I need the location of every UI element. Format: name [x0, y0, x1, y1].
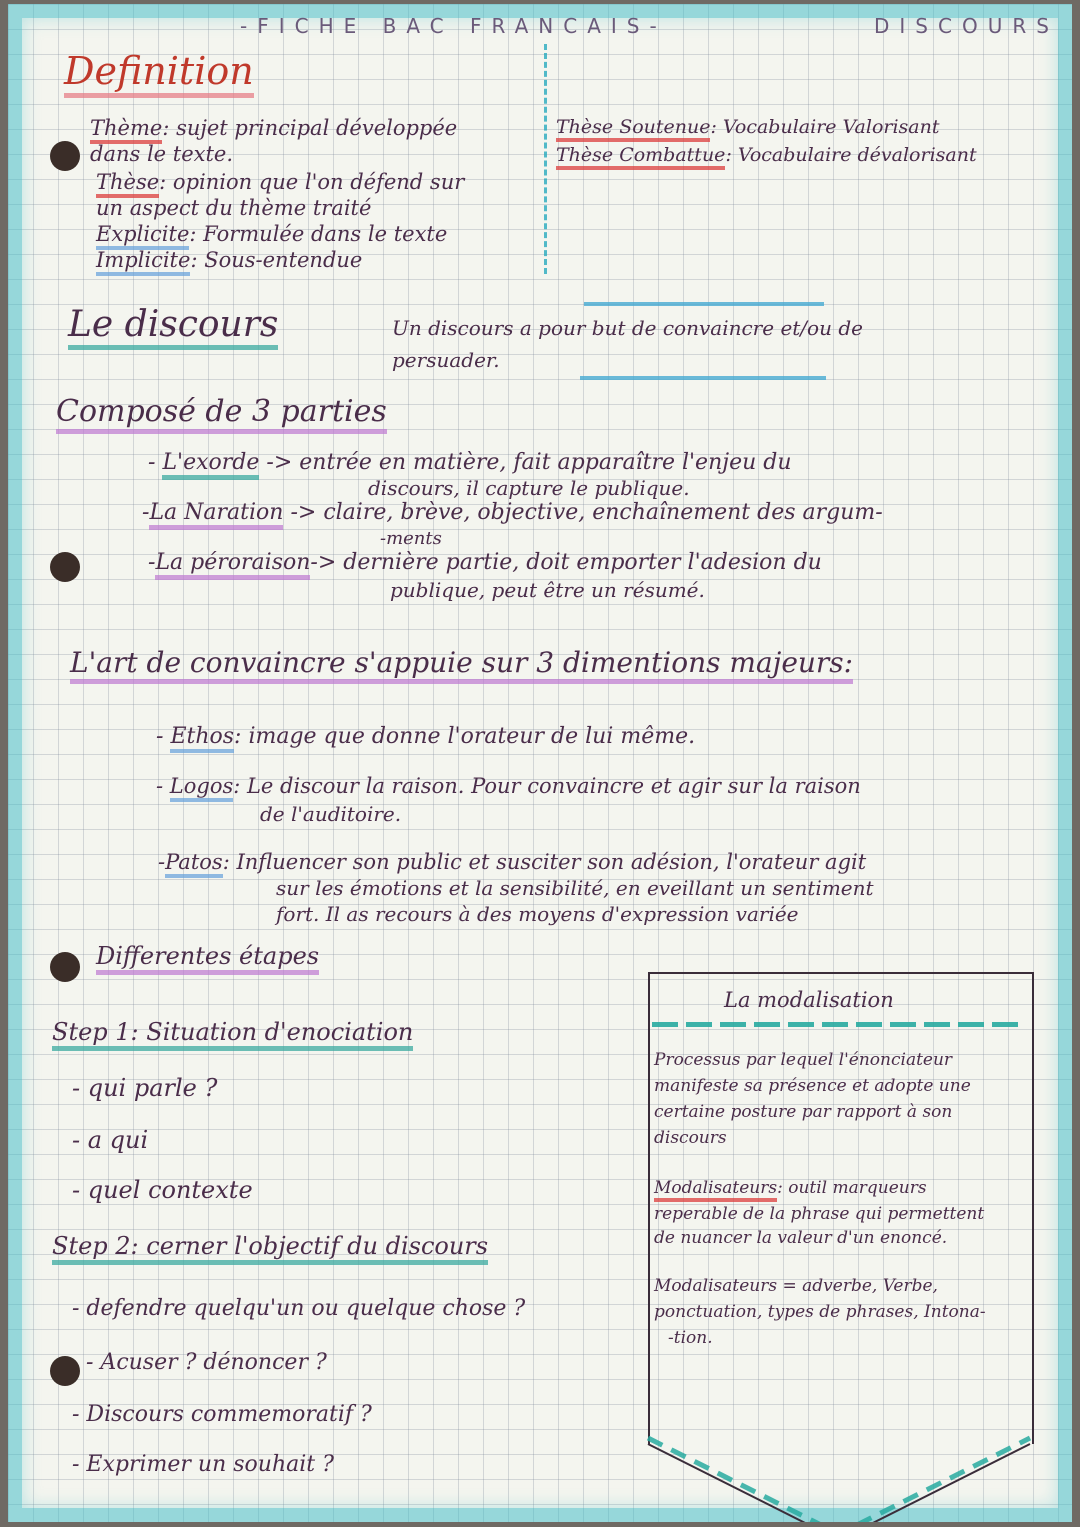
step2-objective-1: - defendre quelqu'un ou quelque chose ? [72, 1296, 526, 1321]
narration-line: -La Naration -> claire, brève, objective, enchaînement des argum- [142, 500, 883, 525]
these-combattue-label: Thèse Combattue [556, 144, 725, 170]
these-soutenue-text: : Vocabulaire Valorisant [710, 116, 940, 138]
notebook-page [8, 4, 1072, 1522]
definition-divider [544, 44, 547, 274]
art-heading: L'art de convaincre s'appuie sur 3 dimentions majeurs: [70, 646, 853, 684]
discours-goal-1: Un discours a pour but de convaincre et/ou de [392, 316, 863, 340]
step2-heading: Step 2: cerner l'objectif du discours [52, 1232, 488, 1265]
modalisation-p1-4: discours [654, 1128, 727, 1148]
narration-text: -> claire, brève, objective, enchaînement des argum- [290, 500, 883, 525]
parties-heading: Composé de 3 parties [56, 394, 387, 434]
step1-question-1: - qui parle ? [72, 1074, 218, 1102]
modalisateurs-label: Modalisateurs [654, 1178, 777, 1202]
these-line [96, 170, 464, 194]
narration-text-2: -ments [380, 528, 442, 549]
modalisation-p1-1: Processus par lequel l'énonciateur [654, 1050, 953, 1070]
step2-objective-4: - Exprimer un souhait ? [72, 1452, 334, 1477]
theme-text: : sujet principal développée [162, 116, 458, 140]
modalisation-p2-3: de nuancer la valeur d'un enoncé. [654, 1228, 948, 1248]
patos-text-3: fort. Il as recours à des moyens d'expression variée [276, 902, 799, 926]
patos-line: -Patos: Influencer son public et susciter son adésion, l'orateur agit [158, 850, 866, 874]
implicite-line [96, 248, 362, 272]
decor-bar [580, 376, 826, 380]
exorde-line: - L'exorde -> entrée en matière, fait apparaître l'enjeu du [148, 450, 792, 475]
these-soutenue-label: Thèse Soutenue [556, 116, 710, 142]
patos-label: Patos [165, 850, 223, 878]
peroraison-label: La péroraison [155, 550, 310, 580]
implicite-label: Implicite [96, 248, 190, 276]
these-text-2: un aspect du thème traité [96, 196, 372, 220]
patos-text: : Influencer son public et susciter son adésion, l'orateur agit [222, 850, 867, 874]
modalisation-p3-1: Modalisateurs = adverbe, Verbe, [654, 1276, 938, 1296]
etapes-heading: Differentes étapes [96, 942, 319, 975]
explicite-line [96, 222, 447, 246]
page-header-topic: DISCOURS [874, 14, 1059, 38]
patos-text-2: sur les émotions et la sensibilité, en eveillant un sentiment [276, 876, 874, 900]
explicite-label: Explicite [96, 222, 189, 250]
logos-text: : Le discour la raison. Pour convaincre et agir sur la raison [233, 774, 861, 798]
peroraison-text: -> dernière partie, doit emporter l'adesion du [310, 550, 822, 575]
ethos-label: Ethos [170, 724, 234, 753]
definition-heading: Definition [64, 49, 254, 98]
theme-label: Thème [90, 116, 162, 144]
exorde-text-2: discours, il capture le publique. [368, 476, 690, 500]
explicite-text: : Formulée dans le texte [189, 222, 448, 246]
these-soutenue-line [556, 116, 940, 138]
step2-objective-2: - Acuser ? dénoncer ? [86, 1350, 327, 1375]
step2-objective-3: - Discours commemoratif ? [72, 1402, 372, 1427]
binder-hole [50, 952, 80, 982]
discours-heading: Le discours [68, 304, 278, 350]
decor-bar [584, 302, 824, 306]
page-header-title: -FICHE BAC FRANCAIS- [240, 14, 667, 38]
step1-question-2: - a qui [72, 1126, 149, 1154]
theme-line [90, 116, 457, 140]
narration-label: La Naration [149, 500, 283, 530]
binder-hole [50, 552, 80, 582]
modalisation-p2-1 [654, 1178, 927, 1198]
logos-text-2: de l'auditoire. [260, 802, 402, 826]
step1-heading: Step 1: Situation d'enociation [52, 1018, 413, 1051]
logos-line: - Logos: Le discour la raison. Pour convaincre et agir sur la raison [156, 774, 861, 798]
box-point [648, 1444, 1030, 1522]
binder-hole [50, 1356, 80, 1386]
modalisation-divider [652, 1022, 1026, 1027]
modalisation-p3-2: ponctuation, types de phrases, Intona- [654, 1302, 986, 1322]
modalisation-p3-3: -tion. [668, 1328, 713, 1348]
modalisation-p1-2: manifeste sa présence et adopte une [654, 1076, 971, 1096]
step1-question-3: - quel contexte [72, 1176, 253, 1204]
binder-hole [50, 141, 80, 171]
these-label: Thèse [96, 170, 159, 198]
implicite-text: : Sous-entendue [190, 248, 363, 272]
modalisation-p2-2: reperable de la phrase qui permettent [654, 1204, 985, 1224]
modalisation-heading: La modalisation [724, 988, 894, 1012]
these-text: : opinion que l'on défend sur [159, 170, 465, 194]
logos-label: Logos [170, 774, 233, 802]
peroraison-line: -La péroraison-> dernière partie, doit emporter l'adesion du [148, 550, 822, 575]
exorde-label: L'exorde [162, 450, 259, 480]
these-combattue-line [556, 144, 977, 166]
exorde-text: -> entrée en matière, fait apparaître l'enjeu du [266, 450, 792, 475]
peroraison-text-2: publique, peut être un résumé. [390, 578, 705, 602]
theme-text-2: dans le texte. [90, 142, 234, 166]
ethos-line: - Ethos: image que donne l'orateur de lui même. [156, 724, 695, 749]
ethos-text: : image que donne l'orateur de lui même. [234, 724, 696, 749]
discours-goal-2: persuader. [392, 348, 500, 372]
these-combattue-text: : Vocabulaire dévalorisant [725, 144, 977, 166]
modalisateurs-text: : outil marqueurs [777, 1178, 927, 1198]
modalisation-p1-3: certaine posture par rapport à son [654, 1102, 953, 1122]
